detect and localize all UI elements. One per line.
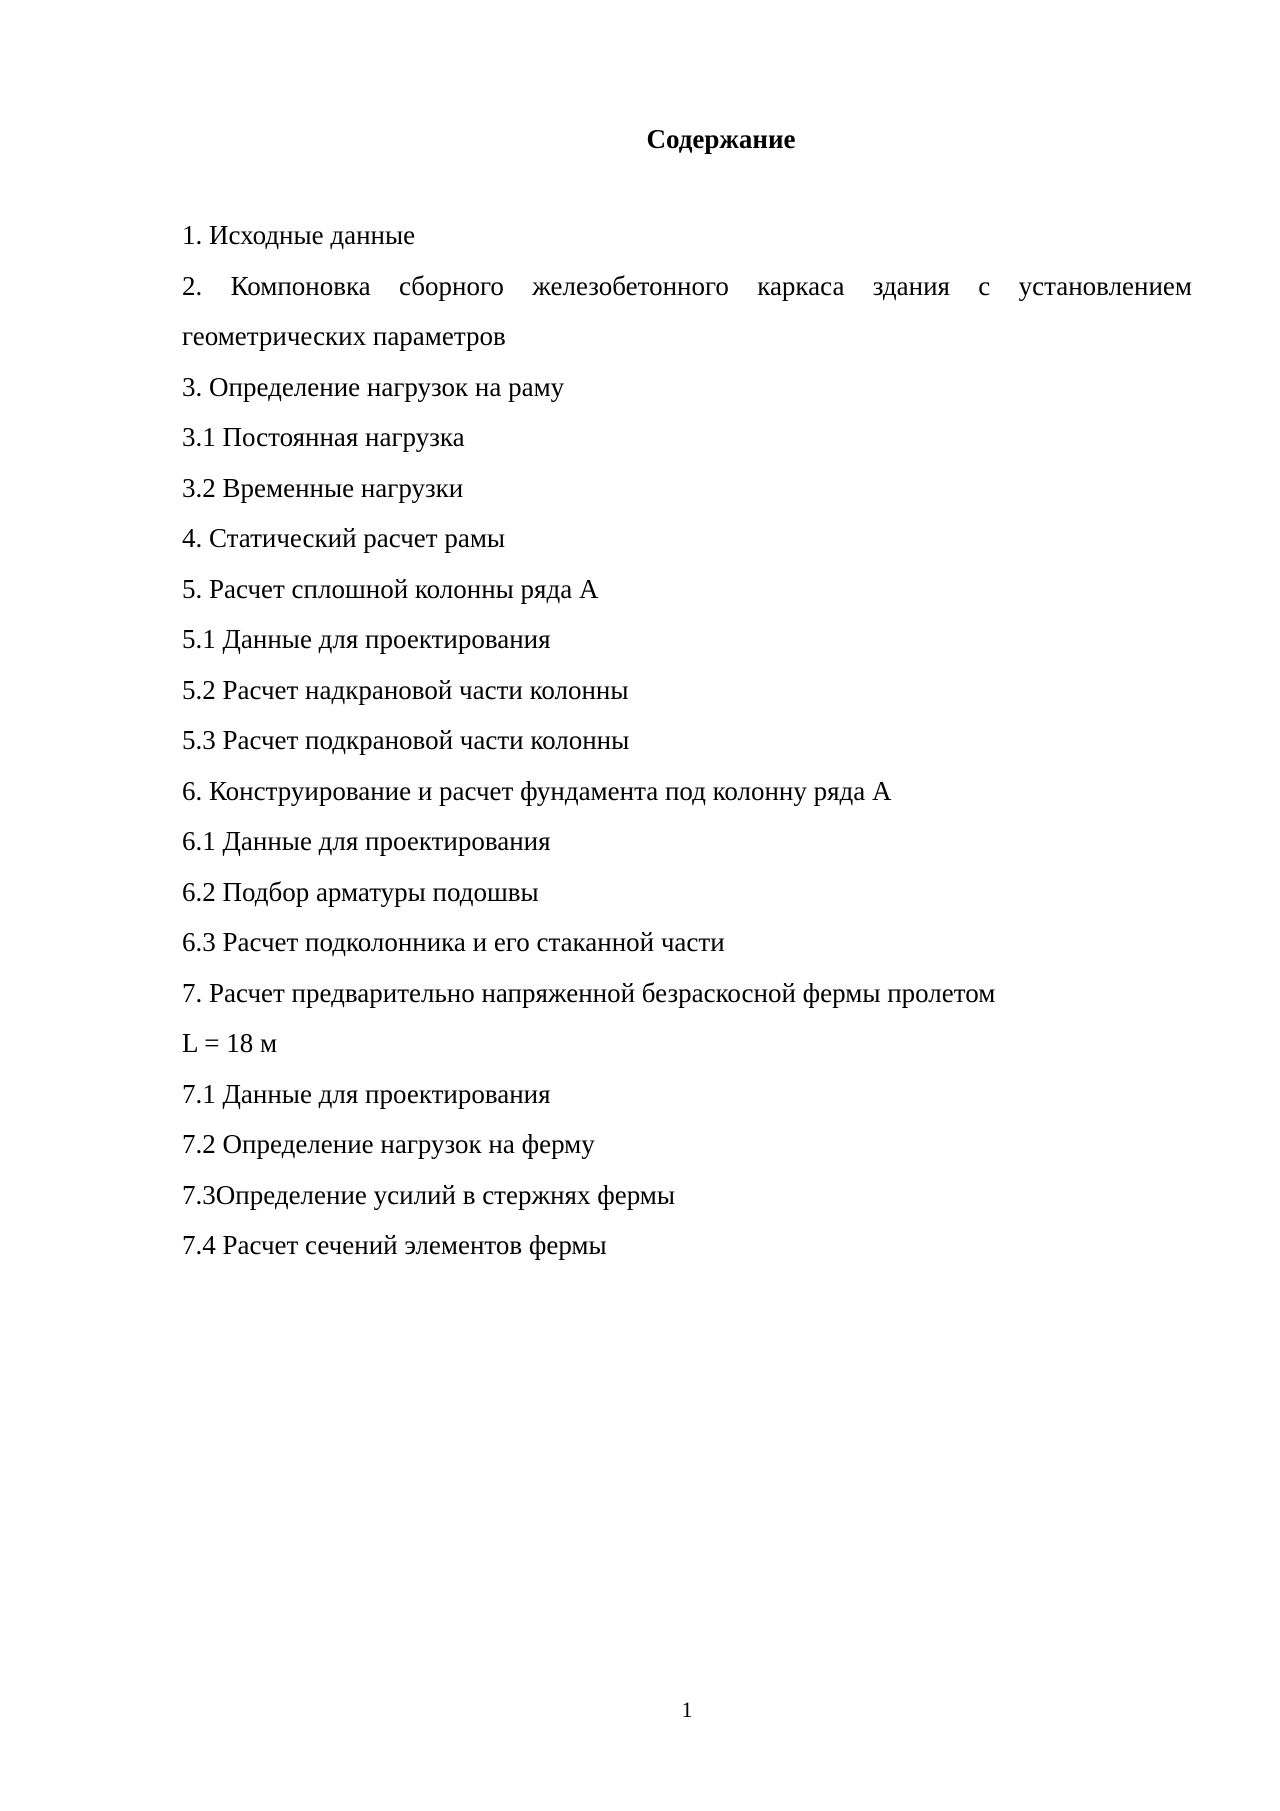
toc-item-2-continuation: геометрических параметров bbox=[182, 321, 506, 351]
toc-item-6-2: 6.2 Подбор арматуры подошвы bbox=[182, 876, 539, 907]
toc-item-5-2: 5.2 Расчет надкрановой части колонны bbox=[182, 674, 629, 705]
table-of-contents bbox=[182, 210, 1192, 1271]
toc-item-5-1: 5.1 Данные для проектирования bbox=[182, 624, 551, 654]
toc-item-7-4: 7.4 Расчет сечений элементов фермы bbox=[182, 1230, 607, 1260]
toc-item-3-2: 3.2 Временные нагрузки bbox=[182, 472, 464, 503]
page-title: Содержание bbox=[646, 124, 796, 154]
toc-item-7-2: 7.2 Определение нагрузок на ферму bbox=[182, 1129, 595, 1159]
page-number: 1 bbox=[681, 1697, 693, 1722]
toc-item-7-3: 7.3Определение усилий в стержнях фермы bbox=[182, 1179, 676, 1210]
toc-item-5: 5. Расчет сплошной колонны ряда А bbox=[182, 573, 599, 604]
toc-item-5-3: 5.3 Расчет подкрановой части колонны bbox=[182, 725, 630, 755]
toc-item-4: 4. Статический расчет рамы bbox=[182, 523, 506, 553]
toc-item-2: 2. Компоновка сборного железобетонного каркаса здания с установлением bbox=[182, 270, 1192, 301]
toc-item-7-continuation: L = 18 м bbox=[182, 1028, 278, 1058]
toc-item-6-1: 6.1 Данные для проектирования bbox=[182, 826, 551, 856]
toc-item-1: 1. Исходные данные bbox=[182, 220, 416, 250]
toc-item-7: 7. Расчет предварительно напряженной безраскосной фермы пролетом bbox=[182, 977, 996, 1008]
toc-item-6-3: 6.3 Расчет подколонника и его стаканной части bbox=[182, 927, 725, 957]
toc-item-7-1: 7.1 Данные для проектирования bbox=[182, 1078, 551, 1109]
toc-item-3-1: 3.1 Постоянная нагрузка bbox=[182, 422, 465, 452]
toc-item-3: 3. Определение нагрузок на раму bbox=[182, 371, 565, 402]
toc-item-6: 6. Конструирование и расчет фундамента под колонну ряда А bbox=[182, 775, 892, 806]
